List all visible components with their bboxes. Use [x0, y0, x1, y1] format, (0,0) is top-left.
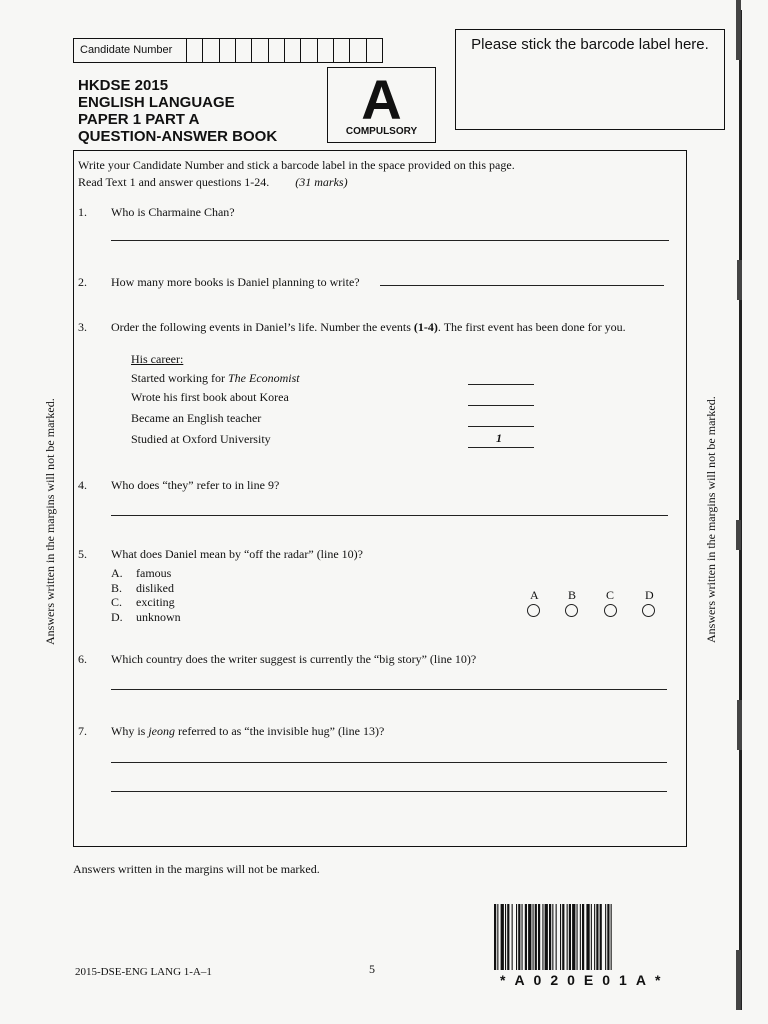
q4-number: 4.: [78, 478, 87, 492]
candidate-number-label: Candidate Number: [74, 39, 187, 62]
q3-event-2-answer[interactable]: [468, 405, 534, 406]
q7-number: 7.: [78, 724, 87, 738]
q5-text: What does Daniel mean by “off the radar” (line 10)?: [111, 547, 363, 561]
q5-bubble-d[interactable]: [642, 604, 655, 617]
q5-bubble-label-d: D: [645, 588, 654, 602]
q1-number: 1.: [78, 205, 87, 219]
footer-code: 2015-DSE-ENG LANG 1-A–1: [75, 966, 212, 978]
q3-event-1-answer[interactable]: [468, 384, 534, 385]
q7-text: Why is jeong referred to as “the invisible hug” (line 13)?: [111, 724, 385, 738]
q4-answer-line[interactable]: [111, 515, 668, 516]
q5-number: 5.: [78, 547, 87, 561]
q3-event-3: Became an English teacher: [131, 411, 262, 425]
q2-text: How many more books is Daniel planning to write?: [111, 275, 360, 289]
paper-section-box: [327, 67, 436, 143]
barcode-label-area[interactable]: [455, 29, 725, 130]
q3-event-4-answer-value: 1: [496, 431, 502, 445]
q3-event-2: Wrote his first book about Korea: [131, 390, 289, 404]
margin-note-left: Answers written in the margins will not be marked.: [43, 398, 57, 645]
paper-letter: A: [361, 68, 402, 131]
q7-answer-line-2[interactable]: [111, 791, 667, 792]
q5-bubble-b[interactable]: [565, 604, 578, 617]
q3-text: Order the following events in Daniel’s life. Number the events (1-4). The first event has been done for you.: [111, 320, 626, 334]
q3-event-4-answer[interactable]: [468, 447, 534, 448]
scan-edge: [736, 0, 750, 1024]
q5-bubble-a[interactable]: [527, 604, 540, 617]
q4-text: Who does “they” refer to in line 9?: [111, 478, 280, 492]
margin-note-right: Answers written in the margins will not be marked.: [704, 396, 718, 643]
q5-bubble-label-c: C: [606, 588, 615, 602]
barcode-graphic: [494, 904, 719, 970]
barcode-label-instruction: Please stick the barcode label here.: [471, 36, 709, 53]
page-number: 5: [369, 962, 375, 976]
q6-number: 6.: [78, 652, 87, 666]
q2-number: 2.: [78, 275, 87, 289]
q3-event-4: Studied at Oxford University: [131, 432, 271, 446]
q3-event-1: Started working for The Economist: [131, 371, 300, 385]
instruction-line2: Read Text 1 and answer questions 1-24. (31 marks): [78, 175, 348, 189]
candidate-number-box[interactable]: [73, 38, 383, 63]
q3-event-3-answer[interactable]: [468, 426, 534, 427]
barcode-text: *A020E01A*: [500, 972, 670, 988]
paper-sub: COMPULSORY: [345, 126, 418, 137]
q1-text: Who is Charmaine Chan?: [111, 205, 235, 219]
question-box: [73, 150, 687, 847]
q5-bubble-label-b: B: [568, 588, 577, 602]
q3-number: 3.: [78, 320, 87, 334]
q1-answer-line[interactable]: [111, 240, 669, 241]
q5-bubble-c[interactable]: [604, 604, 617, 617]
margin-note-bottom: Answers written in the margins will not be marked.: [73, 862, 320, 876]
exam-title: HKDSE 2015 ENGLISH LANGUAGE PAPER 1 PART A QUESTION-ANSWER BOOK: [78, 77, 278, 145]
q6-text: Which country does the writer suggest is currently the “big story” (line 10)?: [111, 652, 477, 666]
q5-bubble-label-a: A: [530, 588, 539, 602]
q3-subheading: His career:: [131, 352, 184, 366]
instruction-line1: Write your Candidate Number and stick a barcode label in the space provided on this page.: [78, 158, 515, 172]
q7-answer-line-1[interactable]: [111, 762, 667, 763]
q6-answer-line[interactable]: [111, 689, 667, 690]
q2-answer-line[interactable]: [380, 285, 664, 286]
q5-options: A. famous B. disliked C. exciting D. unknown: [111, 566, 181, 624]
